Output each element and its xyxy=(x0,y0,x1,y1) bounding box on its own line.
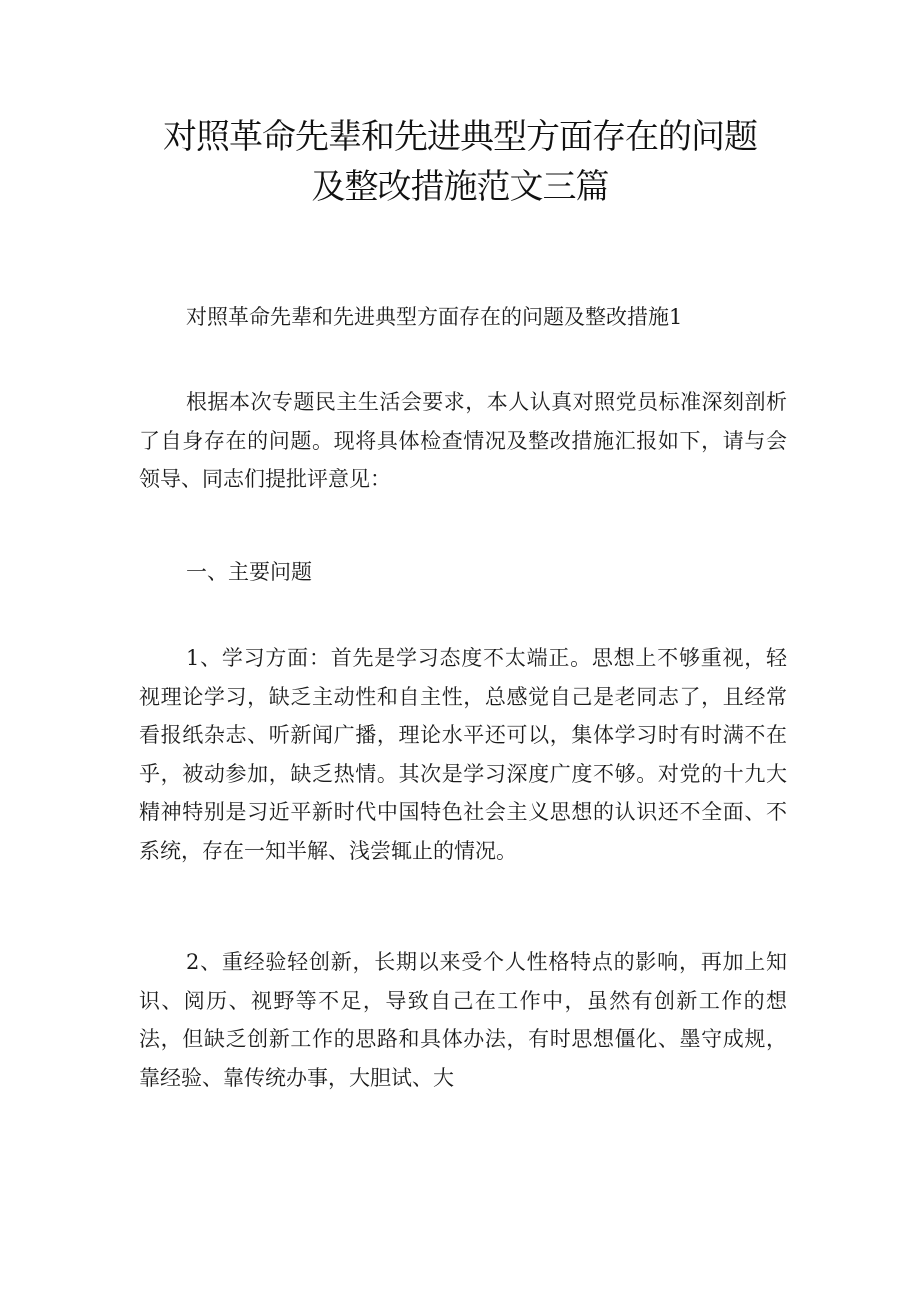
document-title-line-1: 对照革命先辈和先进典型方面存在的问题 xyxy=(163,117,757,157)
document-title xyxy=(100,112,820,212)
document-subtitle: 对照革命先辈和先进典型方面存在的问题及整改措施1 xyxy=(186,305,683,329)
document-title-line-2: 及整改措施范文三篇 xyxy=(311,167,609,207)
intro-paragraph: 根据本次专题民主生活会要求，本人认真对照党员标准深刻剖析了自身存在的问题。现将具体检查情况及整改措施汇报如下，请与会领导、同志们提批评意见： xyxy=(139,390,787,491)
item-paragraph-2: 2、重经验轻创新，长期以来受个人性格特点的影响，再加上知识、阅历、视野等不足，导致自己在工作中，虽然有创新工作的想法，但缺乏创新工作的思路和具体办法，有时思想僵化、墨守成规，靠经验、靠传统办事，大胆试、大 xyxy=(139,950,787,1090)
section-heading: 一、主要问题 xyxy=(186,560,312,584)
item-paragraph-1: 1、学习方面：首先是学习态度不太端正。思想上不够重视，轻视理论学习，缺乏主动性和自主性，总感觉自己是老同志了，且经常看报纸杂志、听新闻广播，理论水平还可以，集体学习时有时满不在乎，被动参加，缺乏热情。其次是学习深度广度不够。对党的十九大精神特别是习近平新时代中国特色社会主义思想的认识还不全面、不系统，存在一知半解、浅尝辄止的情况。 xyxy=(139,646,787,863)
